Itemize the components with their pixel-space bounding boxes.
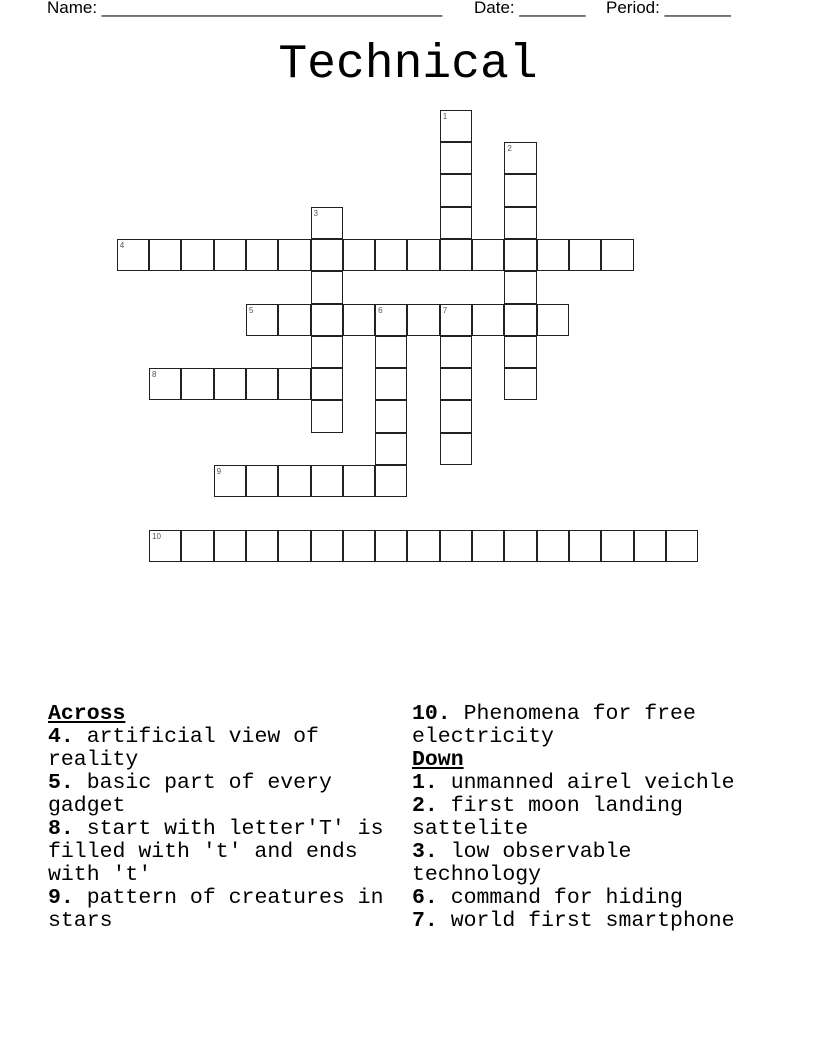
crossword-cell[interactable] xyxy=(569,239,601,271)
cell-number: 3 xyxy=(313,208,318,218)
period-field[interactable]: Period: _______ xyxy=(606,0,731,17)
across-heading: Across xyxy=(48,702,126,726)
clue-down-7 xyxy=(412,910,762,933)
clue-number: 7. xyxy=(412,909,438,933)
crossword-cell[interactable] xyxy=(311,530,343,562)
clue-across-4 xyxy=(48,726,398,772)
crossword-cell[interactable] xyxy=(440,174,472,206)
crossword-cell[interactable] xyxy=(440,239,472,271)
clues-left-column xyxy=(48,703,398,933)
crossword-cell[interactable] xyxy=(472,530,504,562)
clue-number: 10. xyxy=(412,702,451,726)
crossword-cell[interactable] xyxy=(504,271,536,303)
cell-number: 1 xyxy=(442,111,448,121)
clue-number: 1. xyxy=(412,771,438,795)
crossword-cell[interactable] xyxy=(246,368,278,400)
clue-down-1 xyxy=(412,772,762,795)
crossword-cell[interactable] xyxy=(407,239,439,271)
clue-text: start with letter'T' is filled with 't' and ends with 't' xyxy=(48,817,384,887)
crossword-cell[interactable] xyxy=(278,530,310,562)
crossword-cell[interactable] xyxy=(504,368,536,400)
crossword-cell[interactable] xyxy=(569,530,601,562)
crossword-cell[interactable] xyxy=(343,465,375,497)
crossword-cell[interactable] xyxy=(375,304,407,336)
clue-text: artificial view of reality xyxy=(48,725,319,772)
crossword-cell[interactable] xyxy=(440,304,472,336)
crossword-cell[interactable] xyxy=(311,336,343,368)
crossword-cell[interactable] xyxy=(601,239,633,271)
cell-number: 10 xyxy=(152,531,161,541)
cell-number: 7 xyxy=(442,305,448,315)
crossword-cell[interactable] xyxy=(246,304,278,336)
crossword-cell[interactable] xyxy=(440,530,472,562)
cell-number: 2 xyxy=(507,144,512,154)
crossword-cell[interactable] xyxy=(149,239,181,271)
crossword-cell[interactable] xyxy=(246,239,278,271)
clue-number: 2. xyxy=(412,794,438,818)
crossword-cell[interactable] xyxy=(504,174,536,206)
crossword-cell[interactable] xyxy=(311,239,343,271)
crossword-cell[interactable] xyxy=(407,530,439,562)
clue-across-5 xyxy=(48,772,398,818)
clue-text: Phenomena for free electricity xyxy=(412,702,696,749)
clue-number: 5. xyxy=(48,771,74,795)
crossword-cell[interactable] xyxy=(504,239,536,271)
crossword-cell[interactable] xyxy=(181,368,213,400)
crossword-cell[interactable] xyxy=(504,207,536,239)
crossword-cell[interactable] xyxy=(440,400,472,432)
clue-text: unmanned airel veichle xyxy=(450,771,735,795)
crossword-cell[interactable] xyxy=(504,304,536,336)
crossword-cell[interactable] xyxy=(504,336,536,368)
crossword-cell[interactable] xyxy=(214,465,246,497)
clue-number: 9. xyxy=(48,886,74,910)
crossword-cell[interactable] xyxy=(375,400,407,432)
crossword-cell[interactable] xyxy=(343,239,375,271)
crossword-cell[interactable] xyxy=(311,400,343,432)
clue-text: low observable technology xyxy=(412,840,632,887)
crossword-cell[interactable] xyxy=(278,465,310,497)
crossword-cell[interactable] xyxy=(278,304,310,336)
crossword-cell[interactable] xyxy=(537,239,569,271)
down-heading: Down xyxy=(412,748,464,772)
clue-across-8 xyxy=(48,818,398,887)
crossword-cell[interactable] xyxy=(149,530,181,562)
name-field[interactable]: Name: ____________________________________ xyxy=(47,0,443,17)
crossword-cell[interactable] xyxy=(278,368,310,400)
crossword-cell[interactable] xyxy=(311,465,343,497)
crossword-cell[interactable] xyxy=(537,304,569,336)
crossword-cell[interactable] xyxy=(440,368,472,400)
clue-text: first moon landing sattelite xyxy=(412,794,683,841)
crossword-cell[interactable] xyxy=(246,530,278,562)
crossword-cell[interactable] xyxy=(311,368,343,400)
cell-number: 4 xyxy=(119,240,125,250)
crossword-cell[interactable] xyxy=(440,142,472,174)
cell-number: 9 xyxy=(216,467,222,477)
crossword-cell[interactable] xyxy=(214,239,246,271)
clue-text: basic part of every gadget xyxy=(48,771,332,818)
crossword-cell[interactable] xyxy=(472,239,504,271)
crossword-cell[interactable] xyxy=(504,530,536,562)
crossword-cell[interactable] xyxy=(375,336,407,368)
crossword-cell[interactable] xyxy=(601,530,633,562)
crossword-cell[interactable] xyxy=(181,530,213,562)
crossword-cell[interactable] xyxy=(375,465,407,497)
crossword-cell[interactable] xyxy=(246,465,278,497)
crossword-cell[interactable] xyxy=(634,530,666,562)
crossword-cell[interactable] xyxy=(343,304,375,336)
crossword-cell[interactable] xyxy=(117,239,149,271)
clues-right-column xyxy=(412,703,762,933)
cell-number: 6 xyxy=(378,305,383,315)
crossword-cell[interactable] xyxy=(375,368,407,400)
crossword-cell[interactable] xyxy=(375,239,407,271)
clue-across-10 xyxy=(412,703,762,749)
clue-down-2 xyxy=(412,795,762,841)
cell-number: 8 xyxy=(152,370,157,380)
crossword-cell[interactable] xyxy=(407,304,439,336)
crossword-cell[interactable] xyxy=(311,304,343,336)
crossword-cell[interactable] xyxy=(440,110,472,142)
cell-number: 5 xyxy=(248,305,254,315)
crossword-cell[interactable] xyxy=(440,433,472,465)
crossword-cell[interactable] xyxy=(666,530,698,562)
page-title: Technical xyxy=(278,38,538,92)
clue-down-3 xyxy=(412,841,762,887)
crossword-cell[interactable] xyxy=(440,336,472,368)
crossword-cell[interactable] xyxy=(278,239,310,271)
crossword-cell[interactable] xyxy=(181,239,213,271)
crossword-cell[interactable] xyxy=(440,207,472,239)
clue-number: 6. xyxy=(412,886,438,910)
crossword-cell[interactable] xyxy=(214,530,246,562)
crossword-cell[interactable] xyxy=(472,304,504,336)
clue-text: command for hiding xyxy=(450,886,683,910)
crossword-cell[interactable] xyxy=(375,433,407,465)
crossword-cell[interactable] xyxy=(149,368,181,400)
clue-down-6 xyxy=(412,887,762,910)
clue-number: 4. xyxy=(48,725,74,749)
crossword-cell[interactable] xyxy=(537,530,569,562)
clue-text: world first smartphone xyxy=(450,909,735,933)
crossword-cell[interactable] xyxy=(343,530,375,562)
crossword-cell[interactable] xyxy=(375,530,407,562)
clue-across-9 xyxy=(48,887,398,933)
clue-number: 8. xyxy=(48,817,74,841)
clue-text: pattern of creatures in stars xyxy=(48,886,384,933)
crossword-cell[interactable] xyxy=(311,207,343,239)
crossword-cell[interactable] xyxy=(214,368,246,400)
crossword-cell[interactable] xyxy=(311,271,343,303)
date-field[interactable]: Date: _______ xyxy=(474,0,586,17)
clue-number: 3. xyxy=(412,840,438,864)
crossword-cell[interactable] xyxy=(504,142,536,174)
